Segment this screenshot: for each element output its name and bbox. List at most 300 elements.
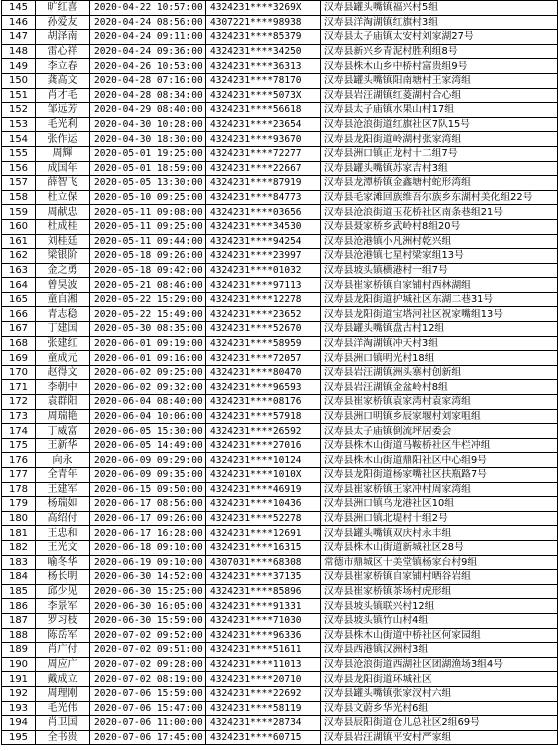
record-time: 2020-06-30 15:25:00	[90, 584, 206, 599]
id-number: 4324231****72277	[206, 146, 321, 161]
id-number: 4324231****20710	[206, 672, 321, 687]
address: 汉寿县崔家桥镇自家铺村晒谷岩组	[321, 570, 558, 585]
table-row	[2, 336, 558, 351]
id-number: 4324231****28734	[206, 716, 321, 731]
row-number: 165	[2, 292, 36, 307]
id-number: 4324231****91331	[206, 599, 321, 614]
row-number: 183	[2, 555, 36, 570]
person-name: 王光文	[36, 540, 90, 555]
person-name: 王忠和	[36, 526, 90, 541]
person-name: 向永	[36, 453, 90, 468]
table-row	[2, 322, 558, 337]
table-row	[2, 249, 558, 264]
table-row	[2, 643, 558, 658]
id-number: 4324231****3269X	[206, 1, 321, 16]
person-name: 童成元	[36, 351, 90, 366]
record-time: 2020-06-15 09:50:00	[90, 482, 206, 497]
record-time: 2020-05-11 09:44:00	[90, 234, 206, 249]
id-number: 4324231****94254	[206, 234, 321, 249]
address: 汉寿县坡头镇横港村一组7号	[321, 263, 558, 278]
table-row	[2, 613, 558, 628]
records-table	[1, 0, 558, 745]
id-number: 4324231****03656	[206, 205, 321, 220]
table-row	[2, 555, 558, 570]
row-number: 171	[2, 380, 36, 395]
row-number: 193	[2, 701, 36, 716]
record-time: 2020-07-06 11:00:00	[90, 716, 206, 731]
record-time: 2020-04-28 07:16:00	[90, 73, 206, 88]
row-number: 174	[2, 424, 36, 439]
table-row	[2, 103, 558, 118]
address: 汉寿县崔家桥镇袁家湾村袁家湾组	[321, 395, 558, 410]
id-number: 4307031****68308	[206, 555, 321, 570]
person-name: 杨长明	[36, 570, 90, 585]
person-name: 陈岳军	[36, 628, 90, 643]
record-time: 2020-06-09 09:35:00	[90, 468, 206, 483]
person-name: 毛光利	[36, 117, 90, 132]
address: 汉寿县龙潭桥镇金鑫塘村蛇形湾组	[321, 176, 558, 191]
row-number: 167	[2, 322, 36, 337]
record-time: 2020-06-30 15:59:00	[90, 613, 206, 628]
address: 汉寿县沧浪街道西湖社区团湖渔场3组4号	[321, 657, 558, 672]
address: 汉寿县龙阳街道宝塔河社区祝家嘴组13号	[321, 307, 558, 322]
record-time: 2020-07-02 09:51:00	[90, 643, 206, 658]
address: 汉寿县罐头嘴镇张家汊村六组	[321, 686, 558, 701]
row-number: 188	[2, 628, 36, 643]
id-number: 4324231****22667	[206, 161, 321, 176]
row-number: 180	[2, 511, 36, 526]
row-number: 190	[2, 657, 36, 672]
id-number: 4324231****27016	[206, 438, 321, 453]
row-number: 163	[2, 263, 36, 278]
id-number: 4324231****96593	[206, 380, 321, 395]
row-number: 164	[2, 278, 36, 293]
record-time: 2020-04-24 08:56:00	[90, 15, 206, 30]
table-row	[2, 30, 558, 45]
row-number: 157	[2, 176, 36, 191]
record-time: 2020-04-30 18:30:00	[90, 132, 206, 147]
address: 汉寿县岩汪湖镇平安村严家组	[321, 730, 558, 745]
record-time: 2020-06-30 16:05:00	[90, 599, 206, 614]
record-time: 2020-05-05 13:30:00	[90, 176, 206, 191]
address: 汉寿县罐头嘴镇福兴村5组	[321, 1, 558, 16]
id-number: 4324231****26592	[206, 424, 321, 439]
id-number: 4324231****01032	[206, 263, 321, 278]
table-row	[2, 146, 558, 161]
table-row	[2, 497, 558, 512]
row-number: 186	[2, 599, 36, 614]
id-number: 4324231****10436	[206, 497, 321, 512]
id-number: 4324231****46919	[206, 482, 321, 497]
table-row	[2, 161, 558, 176]
row-number: 185	[2, 584, 36, 599]
address: 汉寿县株木山乡中桥村富贵组9号	[321, 59, 558, 74]
table-row	[2, 263, 558, 278]
address: 汉寿县沧浪街道红旗社区7队15号	[321, 117, 558, 132]
table-row	[2, 190, 558, 205]
person-name: 龚高文	[36, 73, 90, 88]
record-time: 2020-05-10 09:25:00	[90, 190, 206, 205]
row-number: 160	[2, 219, 36, 234]
id-number: 4324231****23997	[206, 249, 321, 264]
id-number: 4324231****52278	[206, 511, 321, 526]
id-number: 4324231****23652	[206, 307, 321, 322]
person-name: 孙爱友	[36, 15, 90, 30]
address: 汉寿县沧港镇小凡洲村乾兴组	[321, 234, 558, 249]
id-number: 4324231****72057	[206, 351, 321, 366]
address: 汉寿县聂家桥乡武岭村8组20号	[321, 219, 558, 234]
table-row	[2, 132, 558, 147]
row-number: 192	[2, 686, 36, 701]
record-time: 2020-05-11 09:25:00	[90, 219, 206, 234]
person-name: 全书贵	[36, 730, 90, 745]
row-number: 169	[2, 351, 36, 366]
row-number: 184	[2, 570, 36, 585]
table-row	[2, 15, 558, 30]
address: 汉寿县新兴乡青泥村胜利组8号	[321, 44, 558, 59]
table-row	[2, 730, 558, 745]
address: 汉寿县罐头嘴镇苏家吉村3组	[321, 161, 558, 176]
table-row	[2, 482, 558, 497]
table-row	[2, 657, 558, 672]
address: 汉寿县岩汪湖镇洲头寨村创新组	[321, 365, 558, 380]
person-name: 邹远芳	[36, 103, 90, 118]
person-name: 王建军	[36, 482, 90, 497]
person-name: 高绍付	[36, 511, 90, 526]
person-name: 周理刚	[36, 686, 90, 701]
address: 汉寿县沧浪街道玉花桥社区南条巷组21号	[321, 205, 558, 220]
address: 汉寿县龙阳街道护城社区东湖二巷31号	[321, 292, 558, 307]
table-row	[2, 176, 558, 191]
person-name: 雷心祥	[36, 44, 90, 59]
person-name: 罗习枝	[36, 613, 90, 628]
id-number: 4324231****80470	[206, 365, 321, 380]
table-row	[2, 686, 558, 701]
record-time: 2020-06-04 08:40:00	[90, 395, 206, 410]
table-row	[2, 409, 558, 424]
id-number: 4324231****78170	[206, 73, 321, 88]
person-name: 曾昊波	[36, 278, 90, 293]
table-row	[2, 599, 558, 614]
address: 汉寿县文蔚乡华光村6组	[321, 701, 558, 716]
record-time: 2020-05-01 18:59:00	[90, 161, 206, 176]
id-number: 4324231****96336	[206, 628, 321, 643]
person-name: 张作运	[36, 132, 90, 147]
row-number: 161	[2, 234, 36, 249]
row-number: 153	[2, 117, 36, 132]
address: 汉寿县株木山街道鼎阳社区中心组9号	[321, 453, 558, 468]
row-number: 195	[2, 730, 36, 745]
row-number: 151	[2, 88, 36, 103]
table-row	[2, 701, 558, 716]
row-number: 191	[2, 672, 36, 687]
row-number: 178	[2, 482, 36, 497]
row-number: 176	[2, 453, 36, 468]
person-name: 全青年	[36, 468, 90, 483]
person-name: 肖卫国	[36, 716, 90, 731]
address: 汉寿县罐头嘴镇盘古村12组	[321, 322, 558, 337]
address: 汉寿县洋淘湖镇冲天村3组	[321, 336, 558, 351]
person-name: 周瑞艳	[36, 409, 90, 424]
person-name: 杨瑞如	[36, 497, 90, 512]
table-row	[2, 424, 558, 439]
row-number: 162	[2, 249, 36, 264]
table-row	[2, 526, 558, 541]
record-time: 2020-07-06 15:47:00	[90, 701, 206, 716]
id-number: 4324231****12278	[206, 292, 321, 307]
id-number: 4324231****85379	[206, 30, 321, 45]
id-number: 4324231****34530	[206, 219, 321, 234]
address: 汉寿县罐头嘴镇阳南塘村王家湾组	[321, 73, 558, 88]
address: 汉寿县太子庙镇水果山村17组	[321, 103, 558, 118]
id-number: 4324231****37135	[206, 570, 321, 585]
record-time: 2020-05-01 19:25:00	[90, 146, 206, 161]
row-number: 175	[2, 438, 36, 453]
row-number: 179	[2, 497, 36, 512]
row-number: 168	[2, 336, 36, 351]
person-name: 金之勇	[36, 263, 90, 278]
table-row	[2, 205, 558, 220]
record-time: 2020-05-22 15:29:00	[90, 292, 206, 307]
address: 汉寿县辰阳街道仓儿总社区2组69号	[321, 716, 558, 731]
address: 汉寿县沧港镇七星村梁家组13号	[321, 249, 558, 264]
id-number: 4324231****23654	[206, 117, 321, 132]
table-row	[2, 365, 558, 380]
row-number: 177	[2, 468, 36, 483]
id-number: 4324231****36313	[206, 59, 321, 74]
address: 汉寿县洲口镇乌龙港社区10组	[321, 497, 558, 512]
address: 汉寿县洲口明镇乡辰家堰村刘家咀组	[321, 409, 558, 424]
table-row	[2, 59, 558, 74]
record-time: 2020-06-30 14:52:00	[90, 570, 206, 585]
person-name: 童自湘	[36, 292, 90, 307]
address: 汉寿县岩汪湖镇红菱湖村合心组	[321, 88, 558, 103]
row-number: 152	[2, 103, 36, 118]
table-row	[2, 438, 558, 453]
record-time: 2020-04-29 08:40:00	[90, 103, 206, 118]
id-number: 4324231****58119	[206, 701, 321, 716]
table-row	[2, 540, 558, 555]
id-number: 4324231****71030	[206, 613, 321, 628]
record-time: 2020-06-17 09:26:00	[90, 511, 206, 526]
id-number: 4324231****34250	[206, 44, 321, 59]
person-name: 薛智飞	[36, 176, 90, 191]
address: 汉寿县龙阳街道杨家嘴社区扶瓶路7号	[321, 468, 558, 483]
record-time: 2020-04-24 09:11:00	[90, 30, 206, 45]
person-name: 赵得文	[36, 365, 90, 380]
record-time: 2020-06-19 09:10:00	[90, 555, 206, 570]
person-name: 青志稳	[36, 307, 90, 322]
person-name: 周应广	[36, 657, 90, 672]
table-row	[2, 307, 558, 322]
table-row	[2, 219, 558, 234]
record-time: 2020-07-02 09:28:00	[90, 657, 206, 672]
address: 汉寿县罐头嘴镇双庆村永丰组	[321, 526, 558, 541]
row-number: 173	[2, 409, 36, 424]
address: 汉寿县洲口镇北堤村十组2号	[321, 511, 558, 526]
id-number: 4324231****1010X	[206, 468, 321, 483]
table-row	[2, 628, 558, 643]
table-row	[2, 351, 558, 366]
id-number: 4324231****60715	[206, 730, 321, 745]
record-time: 2020-06-18 09:10:00	[90, 540, 206, 555]
record-time: 2020-06-17 08:56:00	[90, 497, 206, 512]
address: 汉寿县岩汪湖镇金盆岭村8组	[321, 380, 558, 395]
address: 汉寿县崔家桥镇自家铺村西林湖组	[321, 278, 558, 293]
address: 汉寿县洋淘湖镇红旗村3组	[321, 15, 558, 30]
record-time: 2020-06-01 09:19:00	[90, 336, 206, 351]
person-name: 周輝	[36, 146, 90, 161]
person-name: 李朝中	[36, 380, 90, 395]
address: 汉寿县毛家滩回族维吾尔族乡东湖村美化组22号	[321, 190, 558, 205]
person-name: 李景军	[36, 599, 90, 614]
table-row	[2, 511, 558, 526]
record-time: 2020-05-21 08:46:00	[90, 278, 206, 293]
row-number: 147	[2, 30, 36, 45]
record-time: 2020-05-22 15:49:00	[90, 307, 206, 322]
id-number: 4324231****52670	[206, 322, 321, 337]
address: 汉寿县太子庙镇倒流坪居委会	[321, 424, 558, 439]
record-time: 2020-06-01 09:16:00	[90, 351, 206, 366]
record-time: 2020-06-05 14:49:00	[90, 438, 206, 453]
table-row	[2, 716, 558, 731]
record-time: 2020-07-02 08:19:00	[90, 672, 206, 687]
table-row	[2, 453, 558, 468]
row-number: 146	[2, 15, 36, 30]
row-number: 166	[2, 307, 36, 322]
id-number: 4324231****57918	[206, 409, 321, 424]
person-name: 肖广付	[36, 643, 90, 658]
person-name: 王新华	[36, 438, 90, 453]
record-time: 2020-05-18 09:26:00	[90, 249, 206, 264]
row-number: 194	[2, 716, 36, 731]
person-name: 张建红	[36, 336, 90, 351]
record-time: 2020-07-06 17:45:00	[90, 730, 206, 745]
row-number: 145	[2, 1, 36, 16]
record-time: 2020-04-30 10:28:00	[90, 117, 206, 132]
id-number: 4324231****84773	[206, 190, 321, 205]
table-row	[2, 44, 558, 59]
id-number: 4324231****56618	[206, 103, 321, 118]
record-time: 2020-05-30 08:35:00	[90, 322, 206, 337]
record-time: 2020-07-02 09:52:00	[90, 628, 206, 643]
id-number: 4324231****58959	[206, 336, 321, 351]
record-time: 2020-06-04 10:06:00	[90, 409, 206, 424]
row-number: 150	[2, 73, 36, 88]
address: 汉寿县坡头镇联兴村12组	[321, 599, 558, 614]
id-number: 4324231****10124	[206, 453, 321, 468]
id-number: 4324231****85896	[206, 584, 321, 599]
person-name: 邱少见	[36, 584, 90, 599]
id-number: 4324231****11013	[206, 657, 321, 672]
address: 汉寿县株木山街道中桥社区何家园组	[321, 628, 558, 643]
person-name: 丁建国	[36, 322, 90, 337]
record-time: 2020-06-02 09:32:00	[90, 380, 206, 395]
id-number: 4324231****51611	[206, 643, 321, 658]
row-number: 181	[2, 526, 36, 541]
record-time: 2020-04-24 09:36:00	[90, 44, 206, 59]
table-row	[2, 73, 558, 88]
record-time: 2020-04-28 08:34:00	[90, 88, 206, 103]
table-row	[2, 672, 558, 687]
id-number: 4324231****97113	[206, 278, 321, 293]
address: 汉寿县龙阳街道岭湖村张家湾组	[321, 132, 558, 147]
address: 汉寿县龙阳街道环城社区	[321, 672, 558, 687]
person-name: 毛光伟	[36, 701, 90, 716]
table-row	[2, 380, 558, 395]
row-number: 149	[2, 59, 36, 74]
id-number: 4324231****5073X	[206, 88, 321, 103]
table-row	[2, 468, 558, 483]
id-number: 4324231****87919	[206, 176, 321, 191]
person-name: 旷红喜	[36, 1, 90, 16]
record-time: 2020-06-09 09:29:00	[90, 453, 206, 468]
record-time: 2020-04-26 10:53:00	[90, 59, 206, 74]
address: 常德市鼎城区十美堂镇杨家台村9组	[321, 555, 558, 570]
records-table-body	[2, 1, 558, 745]
table-row	[2, 88, 558, 103]
record-time: 2020-05-18 09:42:00	[90, 263, 206, 278]
address: 汉寿县株木山街道新城社区28号	[321, 540, 558, 555]
record-time: 2020-06-05 15:30:00	[90, 424, 206, 439]
table-row	[2, 584, 558, 599]
person-name: 戴成立	[36, 672, 90, 687]
record-time: 2020-06-17 16:28:00	[90, 526, 206, 541]
table-row	[2, 292, 558, 307]
person-name: 喻冬华	[36, 555, 90, 570]
row-number: 182	[2, 540, 36, 555]
person-name: 胡泽南	[36, 30, 90, 45]
id-number: 4324231****12691	[206, 526, 321, 541]
id-number: 4324231****22692	[206, 686, 321, 701]
row-number: 159	[2, 205, 36, 220]
address: 汉寿县洲口镇正龙村十二组7号	[321, 146, 558, 161]
record-time: 2020-04-22 10:57:00	[90, 1, 206, 16]
table-row	[2, 117, 558, 132]
record-time: 2020-07-06 15:59:00	[90, 686, 206, 701]
table-row	[2, 570, 558, 585]
row-number: 172	[2, 395, 36, 410]
row-number: 187	[2, 613, 36, 628]
address: 汉寿县西港镇汉洲村3组	[321, 643, 558, 658]
row-number: 155	[2, 146, 36, 161]
person-name: 肖才毛	[36, 88, 90, 103]
address: 汉寿县崔家桥镇茶场村虎形组	[321, 584, 558, 599]
row-number: 156	[2, 161, 36, 176]
table-row	[2, 395, 558, 410]
table-row	[2, 234, 558, 249]
row-number: 170	[2, 365, 36, 380]
address: 汉寿县太子庙镇太安村刘家湖27号	[321, 30, 558, 45]
person-name: 李立春	[36, 59, 90, 74]
address: 汉寿县洲口镇明光村18组	[321, 351, 558, 366]
row-number: 148	[2, 44, 36, 59]
id-number: 4307221****98938	[206, 15, 321, 30]
person-name: 周献忠	[36, 205, 90, 220]
record-time: 2020-06-02 09:25:00	[90, 365, 206, 380]
id-number: 4324231****08176	[206, 395, 321, 410]
table-row	[2, 278, 558, 293]
id-number: 4324231****16315	[206, 540, 321, 555]
person-name: 杜立保	[36, 190, 90, 205]
person-name: 刘桂廷	[36, 234, 90, 249]
row-number: 154	[2, 132, 36, 147]
person-name: 杜成桂	[36, 219, 90, 234]
address: 汉寿县株木山街道马鞍桥社区牛栏冲组	[321, 438, 558, 453]
id-number: 4324231****93670	[206, 132, 321, 147]
person-name: 袁群阳	[36, 395, 90, 410]
record-time: 2020-05-11 09:08:00	[90, 205, 206, 220]
